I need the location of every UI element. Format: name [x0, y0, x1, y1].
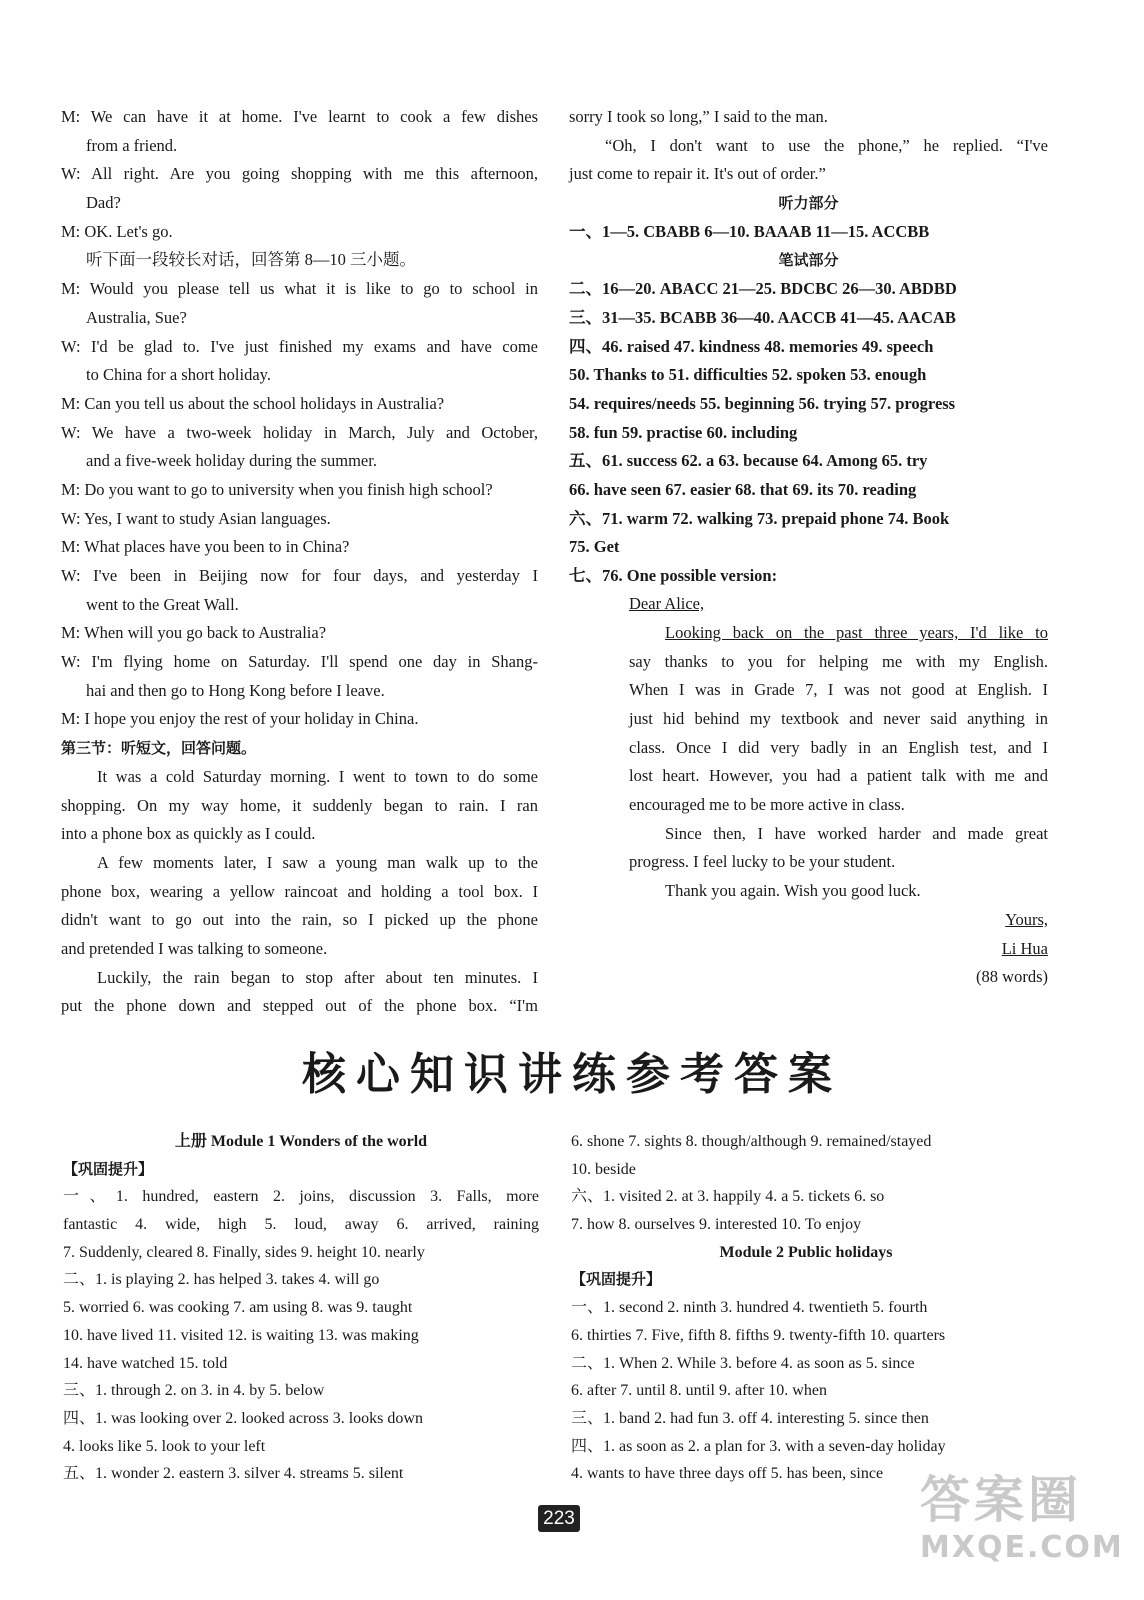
text-line: M: I hope you enjoy the rest of your holiday in China. — [61, 709, 419, 729]
answer-line: 一、1. second 2. ninth 3. hundred 4. twentieth 5. fourth — [571, 1299, 928, 1317]
essay-line: say thanks to you for helping me with my English. — [629, 651, 1048, 671]
text-line: Australia, Sue? — [86, 307, 187, 327]
essay-line: class. Once I did very badly in an English test, and I — [629, 737, 1048, 757]
page-number: 223 — [538, 1505, 580, 1532]
text-line: W: I'm flying home on Saturday. I'll spend one day in Shang- — [61, 652, 538, 672]
essay-closing: Yours, — [1005, 909, 1048, 929]
text-line: shopping. On my way home, it suddenly began to rain. I ran — [61, 795, 538, 815]
essay-signature: Li Hua — [1001, 938, 1048, 958]
essay-word-count: (88 words) — [976, 967, 1048, 987]
answer-line: 【巩固提升】 — [63, 1159, 154, 1178]
text-line: W: We have a two-week holiday in March, July and October, — [61, 422, 538, 442]
essay-line: Since then, I have worked harder and made great — [665, 823, 1048, 843]
text-line: It was a cold Saturday morning. I went to town to do some — [97, 766, 538, 786]
answer-line: 4. wants to have three days off 5. has been, since — [571, 1465, 884, 1483]
text-line: Dad? — [86, 193, 121, 213]
answer-line: Module 2 Public holidays — [719, 1243, 893, 1261]
answer-line: 75. Get — [569, 537, 620, 557]
answer-line: 4. looks like 5. look to your left — [63, 1437, 266, 1455]
answer-line: 四、46. raised 47. kindness 48. memories 49. speech — [569, 336, 934, 356]
right-answers — [569, 333, 1048, 563]
text-line: “Oh, I don't want to use the phone,” he replied. “I've — [605, 135, 1048, 155]
answer-line: 三、1. through 2. on 3. in 4. by 5. below — [63, 1382, 325, 1400]
text-line: and pretended I was talking to someone. — [61, 938, 328, 958]
text-line: phone box, wearing a yellow raincoat and holding a tool box. I — [61, 881, 538, 901]
essay-line: lost heart. However, you had a patient talk with me and — [629, 766, 1048, 786]
answer-line: 五、1. wonder 2. eastern 3. silver 4. streams 5. silent — [63, 1465, 404, 1483]
answer-line: 【巩固提升】 — [571, 1270, 662, 1289]
essay-line: When I was in Grade 7, I was not good at English. I — [629, 680, 1048, 700]
text-line: 第三节：听短文，回答问题。 — [61, 739, 257, 758]
text-line: and a five-week holiday during the summer. — [86, 451, 377, 471]
text-line: M: Do you want to go to university when you finish high school? — [61, 479, 493, 499]
text-line: 听力部分 — [778, 194, 839, 213]
text-line: M: When will you go back to Australia? — [61, 623, 327, 643]
answer-line: 二、1. is playing 2. has helped 3. takes 4. will go — [63, 1271, 380, 1289]
essay-greeting: Dear Alice, — [629, 594, 705, 614]
answer-line: 6. thirties 7. Five, fifth 8. fifths 9. twenty-fifth 10. quarters — [571, 1326, 946, 1344]
essay-line: Looking back on the past three years, I'd like to — [665, 622, 1048, 642]
essay-heading: 七、76. One possible version: — [569, 565, 778, 585]
answer-line: 六、1. visited 2. at 3. happily 4. a 5. tickets 6. so — [571, 1188, 885, 1206]
answer-line: 三、1. band 2. had fun 3. off 4. interesting 5. since then — [571, 1409, 929, 1427]
answer-line: 54. requires/needs 55. beginning 56. trying 57. progress — [569, 393, 956, 413]
text-line: W: Yes, I want to study Asian languages. — [61, 508, 331, 528]
essay-line: just hid behind my textbook and never said anything in — [629, 709, 1048, 729]
essay — [569, 562, 1048, 992]
text-line: put the phone down and stepped out of the phone box. “I'm — [61, 996, 538, 1016]
answer-line: 上册 Module 1 Wonders of the world — [174, 1133, 428, 1150]
answer-line: 五、61. success 62. a 63. because 64. Among 65. try — [569, 451, 928, 471]
text-line: Luckily, the rain began to stop after about ten minutes. I — [97, 967, 538, 987]
answer-line: fantastic 4. wide, high 5. loud, away 6. arrived, raining — [63, 1216, 539, 1234]
essay-line: encouraged me to be more active in class. — [629, 795, 905, 815]
text-line: just come to repair it. It's out of order.” — [569, 164, 826, 184]
answer-line: 6. shone 7. sights 8. though/although 9. remained/stayed — [571, 1133, 932, 1150]
answer-line: 一、1. hundred, eastern 2. joins, discussion 3. Falls, more — [63, 1188, 539, 1206]
answer-line: 二、1. When 2. While 3. before 4. as soon as 5. since — [571, 1354, 915, 1372]
text-line: hai and then go to Hong Kong before I leave. — [86, 680, 385, 700]
text-line: W: All right. Are you going shopping with me this afternoon, — [61, 164, 538, 184]
answer-line: 10. beside — [571, 1160, 636, 1178]
text-line: W: I've been in Beijing now for four days, and yesterday I — [61, 566, 538, 585]
text-line: M: OK. Let's go. — [61, 221, 173, 241]
text-line: M: What places have you been to in China? — [61, 537, 350, 557]
bottom-right-column — [571, 1128, 1041, 1488]
text-line: from a friend. — [86, 135, 178, 155]
text-line: 三、31—35. BCABB 36—40. AACCB 41—45. AACAB — [569, 307, 956, 327]
bottom-left-column — [63, 1128, 539, 1488]
text-line: 听下面一段较长对话，回答第 8—10 三小题。 — [86, 250, 416, 270]
text-line: M: Can you tell us about the school holidays in Australia? — [61, 393, 445, 413]
text-line: M: We can have it at home. I've learnt to cook a few dishes — [61, 107, 538, 126]
answer-line: 66. have seen 67. easier 68. that 69. its 70. reading — [569, 480, 917, 500]
text-line: into a phone box as quickly as I could. — [61, 824, 316, 844]
right-column-top — [569, 103, 1048, 333]
essay-line: Thank you again. Wish you good luck. — [665, 881, 921, 901]
text-line: 笔试部分 — [778, 251, 839, 270]
answer-line: 7. Suddenly, cleared 8. Finally, sides 9. height 10. nearly — [63, 1243, 425, 1261]
answer-line: 5. worried 6. was cooking 7. am using 8. was 9. taught — [63, 1299, 413, 1317]
answer-line: 6. after 7. until 8. until 9. after 10. when — [571, 1382, 827, 1400]
answer-line: 六、71. warm 72. walking 73. prepaid phone 74. Book — [569, 508, 950, 528]
answer-line: 7. how 8. ourselves 9. interested 10. To enjoy — [571, 1216, 862, 1234]
essay-line: progress. I feel lucky to be your student. — [629, 852, 896, 872]
text-line: didn't want to go out into the rain, so I picked up the phone — [61, 910, 538, 930]
answer-line: 50. Thanks to 51. difficulties 52. spoken 53. enough — [569, 365, 927, 385]
text-line: 一、1—5. CBABB 6—10. BAAAB 11—15. ACCBB — [569, 221, 930, 241]
left-column — [61, 103, 538, 1021]
text-line: to China for a short holiday. — [86, 365, 271, 385]
answer-line: 四、1. as soon as 2. a plan for 3. with a seven-day holiday — [571, 1437, 946, 1455]
essay-body — [569, 619, 1048, 906]
answer-line: 四、1. was looking over 2. looked across 3. looks down — [63, 1409, 423, 1427]
text-line: M: Would you please tell us what it is like to go to school in — [61, 279, 538, 299]
watermark-logo: 答案圈 MXQE.COM — [920, 1471, 1124, 1565]
text-line: A few moments later, I saw a young man walk up to the — [97, 852, 538, 872]
answer-line: 10. have lived 11. visited 12. is waiting 13. was making — [63, 1326, 419, 1344]
text-line: sorry I took so long,” I said to the man. — [569, 107, 828, 126]
answer-line: 14. have watched 15. told — [63, 1354, 228, 1372]
section-title: 核心知识讲练参考答案 — [302, 1049, 842, 1100]
text-line: W: I'd be glad to. I've just finished my exams and have come — [61, 336, 538, 356]
answer-line: 58. fun 59. practise 60. including — [569, 422, 798, 442]
text-line: 二、16—20. ABACC 21—25. BDCBC 26—30. ABDBD — [569, 279, 957, 299]
text-line: went to the Great Wall. — [86, 594, 239, 614]
